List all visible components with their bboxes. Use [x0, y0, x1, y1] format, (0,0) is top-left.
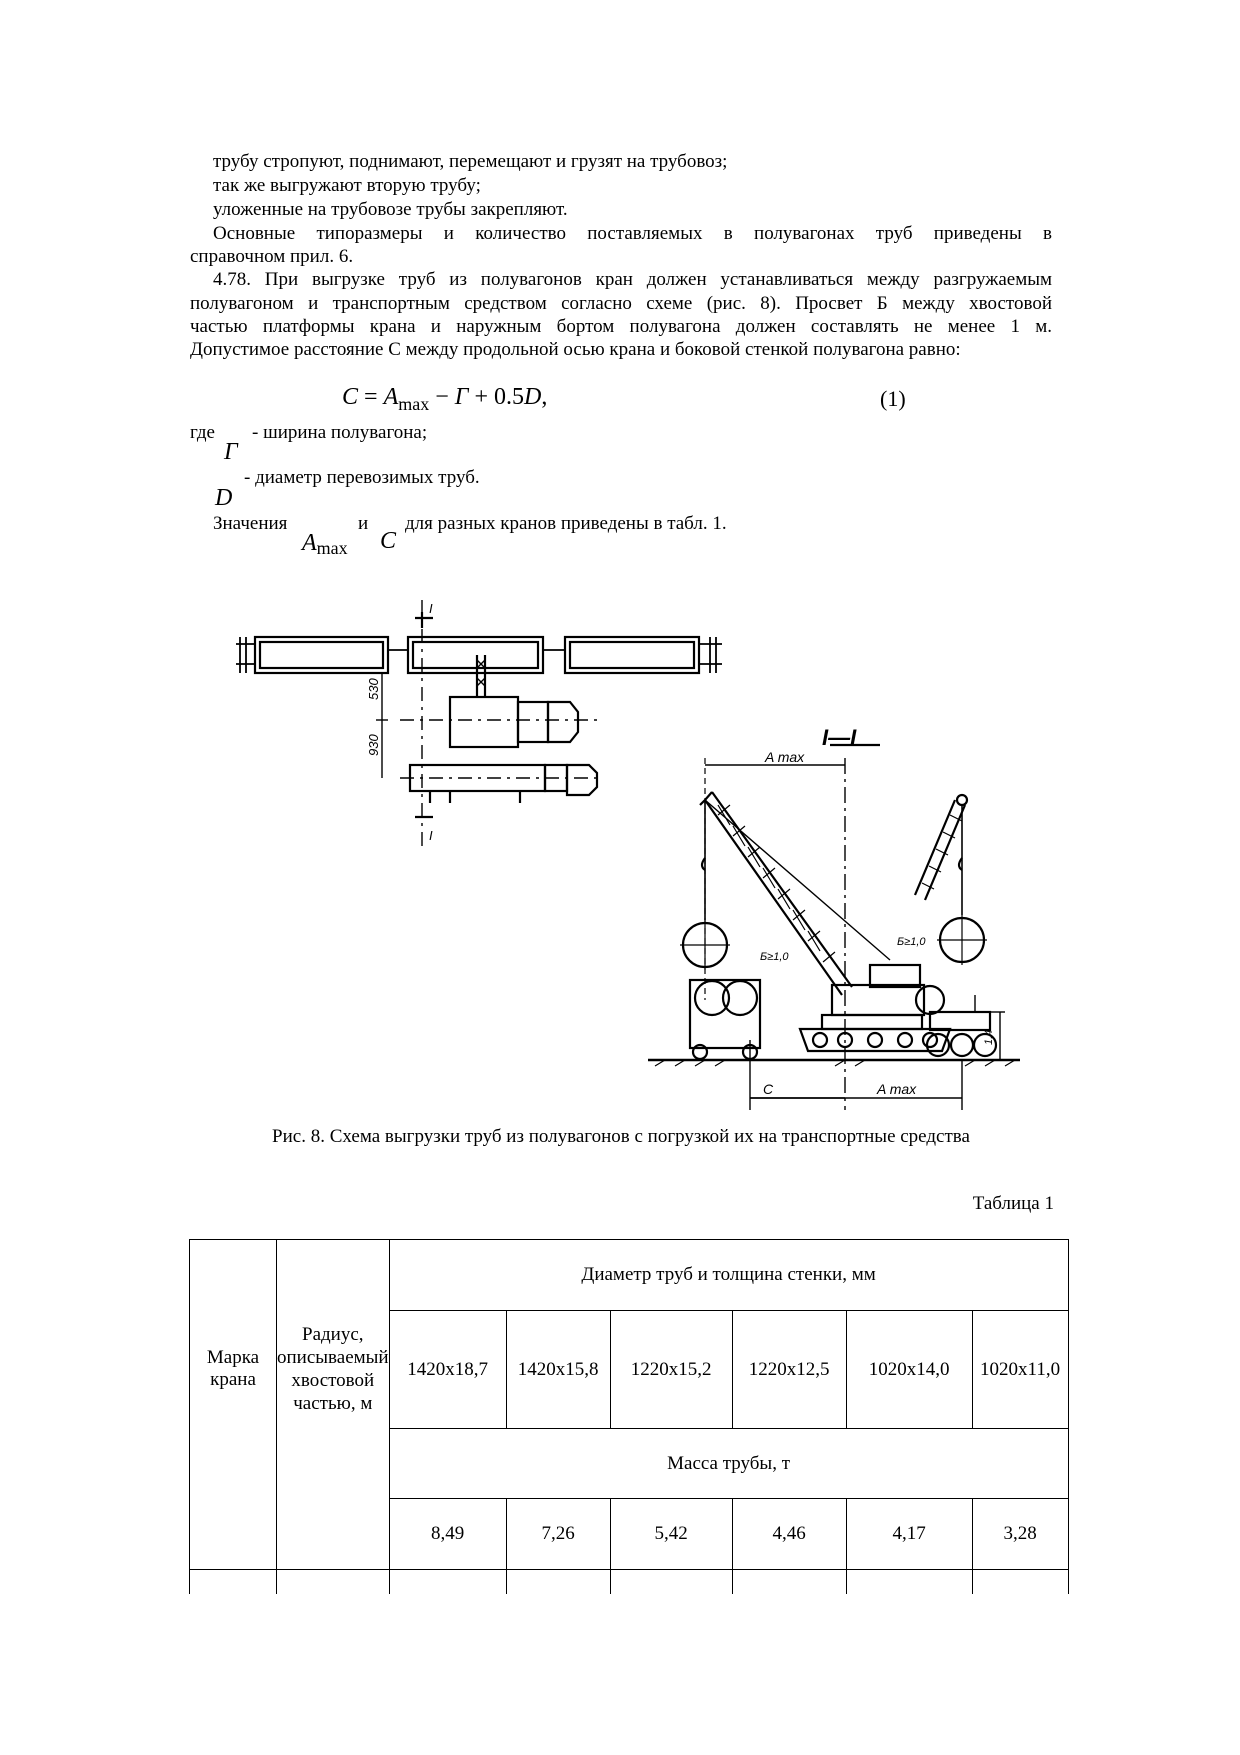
text-line: частью платформы крана и наружным бортом полувагона должен составлять не менее 1 м.	[190, 316, 1052, 337]
section-label-bottom: I	[429, 828, 433, 843]
formula-part: −	[429, 384, 455, 410]
dim-b-left: Б≥1,0	[760, 951, 789, 963]
header-mass: Масса трубы, т	[389, 1429, 1068, 1499]
mass-cell: 8,49	[389, 1499, 506, 1570]
text-where: где	[190, 422, 215, 443]
crane-boom	[700, 792, 852, 995]
symbol-g: Г	[224, 439, 238, 465]
mass-cell: 4,46	[732, 1499, 846, 1570]
text-line: 4.78. При выгрузке труб из полувагонов кран должен устанавливаться между разгружаемым	[213, 269, 1052, 290]
crane-plan-body	[450, 697, 518, 747]
text-line: полувагоном и транспортным средством согласно схеме (рис. 8). Просвет Б между хвостовой	[190, 293, 1052, 314]
pipe-table	[189, 1239, 1069, 1594]
formula-symbol: D	[523, 384, 542, 410]
formula-number: (1)	[880, 386, 906, 411]
size-cell: 1420х15,8	[506, 1311, 610, 1429]
symbol-d: D	[215, 485, 233, 511]
mass-cell: 3,28	[972, 1499, 1068, 1570]
formula-symbol: Г	[454, 384, 469, 410]
size-cell: 1420х18,7	[389, 1311, 506, 1429]
mass-cell: 4,17	[846, 1499, 972, 1570]
figure-caption: Рис. 8. Схема выгрузки труб из полувагонов с погрузкой их на транспортные средства	[272, 1126, 970, 1147]
text-line: - диаметр перевозимых труб.	[244, 467, 480, 488]
text-line: Основные типоразмеры и количество поставляемых в полувагонах труб приведены в	[213, 223, 1052, 244]
formula-part: =	[358, 384, 384, 410]
empty-cell	[506, 1570, 610, 1594]
section-label-top: I	[429, 601, 433, 616]
empty-cell	[610, 1570, 732, 1594]
size-cell: 1220х15,2	[610, 1311, 732, 1429]
text-line: и	[358, 513, 369, 534]
formula-part: ,	[541, 384, 548, 410]
empty-cell	[846, 1570, 972, 1594]
table-caption: Таблица 1	[972, 1193, 1054, 1214]
empty-cell	[972, 1570, 1068, 1594]
empty-cell	[732, 1570, 846, 1594]
mass-cell: 7,26	[506, 1499, 610, 1570]
text-line: так же выгружают вторую трубу;	[213, 175, 481, 196]
formula-symbol: A	[302, 530, 317, 556]
dim-b-right: Б≥1,0	[897, 936, 926, 948]
text-line: уложенные на трубовозе трубы закрепляют.	[213, 199, 568, 220]
header-diameter-group: Диаметр труб и толщина стенки, мм	[389, 1240, 1068, 1311]
empty-cell	[277, 1570, 390, 1594]
size-cell: 1220х12,5	[732, 1311, 846, 1429]
transport-vehicle	[930, 1012, 990, 1030]
amax-label-top: A max	[765, 749, 805, 765]
section-title: I—I	[822, 725, 857, 750]
text-line: Допустимое расстояние С между продольной осью крана и боковой стенкой полувагона равно:	[190, 339, 961, 360]
formula-subscript: max	[398, 394, 430, 414]
formula-symbol: A	[383, 384, 399, 410]
dim-930: 930	[366, 734, 381, 756]
empty-cell	[389, 1570, 506, 1594]
formula-symbol: C	[342, 384, 359, 410]
mass-cell: 5,42	[610, 1499, 732, 1570]
text-line: Значения	[213, 513, 288, 534]
empty-cell	[277, 1499, 390, 1570]
crane-body	[832, 985, 924, 1015]
empty-cell	[190, 1570, 277, 1594]
text-line: для разных кранов приведены в табл. 1.	[405, 513, 727, 534]
amax-label-bottom: A max	[877, 1081, 917, 1097]
header-tail-radius: Радиус, описываемый хвостовой частью, м	[277, 1240, 390, 1499]
formula-part: + 0.5	[468, 384, 524, 410]
text-line: - ширина полувагона;	[252, 422, 428, 443]
empty-cell	[190, 1499, 277, 1570]
size-cell: 1020х14,0	[846, 1311, 972, 1429]
header-crane-brand: Марка крана	[190, 1240, 277, 1499]
size-cell: 1020х11,0	[972, 1311, 1068, 1429]
formula-subscript: max	[316, 538, 348, 558]
dim-h: 1,4	[983, 1029, 995, 1045]
text-line: справочном прил. 6.	[190, 246, 354, 267]
text-line: трубу стропуют, поднимают, перемещают и грузят на трубовоз;	[213, 151, 728, 172]
dim-530: 530	[366, 678, 381, 700]
c-label: C	[763, 1081, 774, 1097]
symbol-c: C	[380, 528, 397, 554]
